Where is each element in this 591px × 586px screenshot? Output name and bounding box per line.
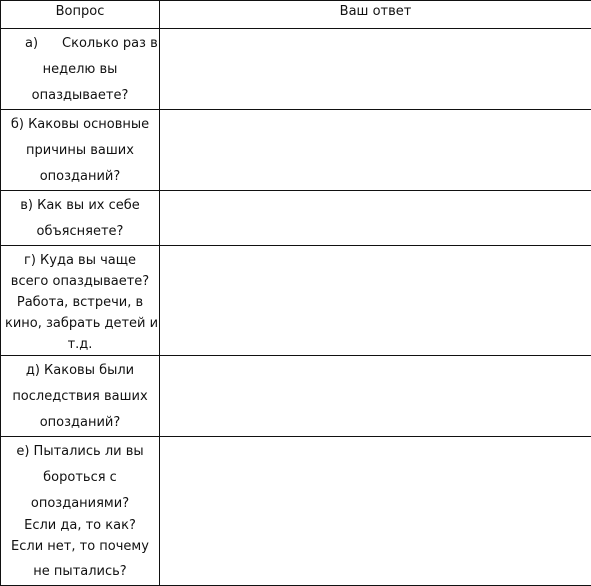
question-line: кино, забрать детей и [5, 313, 155, 334]
question-cell-b [1, 110, 160, 191]
table-row [1, 110, 591, 191]
question-line: е) Пытались ли вы [5, 439, 155, 465]
question-cell-c [1, 191, 160, 246]
question-line: бороться с [5, 465, 155, 491]
question-line: опаздываете? [5, 83, 155, 109]
question-line: Работа, встречи, в [5, 292, 155, 313]
table-row [1, 246, 591, 356]
question-column-header: Вопрос [1, 1, 160, 29]
question-line: опозданий? [5, 410, 155, 436]
table-row [1, 437, 591, 586]
question-line: всего опаздываете? [5, 271, 155, 292]
question-line: опозданий? [5, 164, 155, 190]
answer-cell-d[interactable] [160, 246, 591, 356]
answer-cell-a[interactable] [160, 29, 591, 110]
question-cell-d [1, 246, 160, 356]
question-line: г) Куда вы чаще [5, 250, 155, 271]
question-line: б) Каковы основные [5, 112, 155, 138]
table-row [1, 356, 591, 437]
question-line: в) Как вы их себе [5, 193, 155, 219]
question-line: неделю вы [5, 57, 155, 83]
header-row [1, 1, 591, 29]
table-row [1, 191, 591, 246]
question-line: т.д. [5, 334, 155, 355]
question-cell-e [1, 356, 160, 437]
question-line: причины ваших [5, 138, 155, 164]
question-line: Если да, то как? [5, 517, 155, 535]
answer-cell-b[interactable] [160, 110, 591, 191]
question-line: объясняете? [5, 219, 155, 245]
question-line [5, 31, 155, 57]
answer-cell-e[interactable] [160, 356, 591, 437]
table-row [1, 29, 591, 110]
answer-column-header: Ваш ответ [160, 1, 591, 29]
question-cell-f [1, 437, 160, 586]
question-line: опозданиями? [5, 491, 155, 517]
answer-cell-f[interactable] [160, 437, 591, 586]
answer-cell-c[interactable] [160, 191, 591, 246]
question-line: последствия ваших [5, 384, 155, 410]
question-line: Если нет, то почему [5, 535, 155, 559]
question-line-text: Сколько раз в [62, 36, 158, 51]
question-line: д) Каковы были [5, 358, 155, 384]
question-marker: а) [25, 36, 38, 51]
question-cell-a [1, 29, 160, 110]
question-line: не пытались? [5, 559, 155, 585]
